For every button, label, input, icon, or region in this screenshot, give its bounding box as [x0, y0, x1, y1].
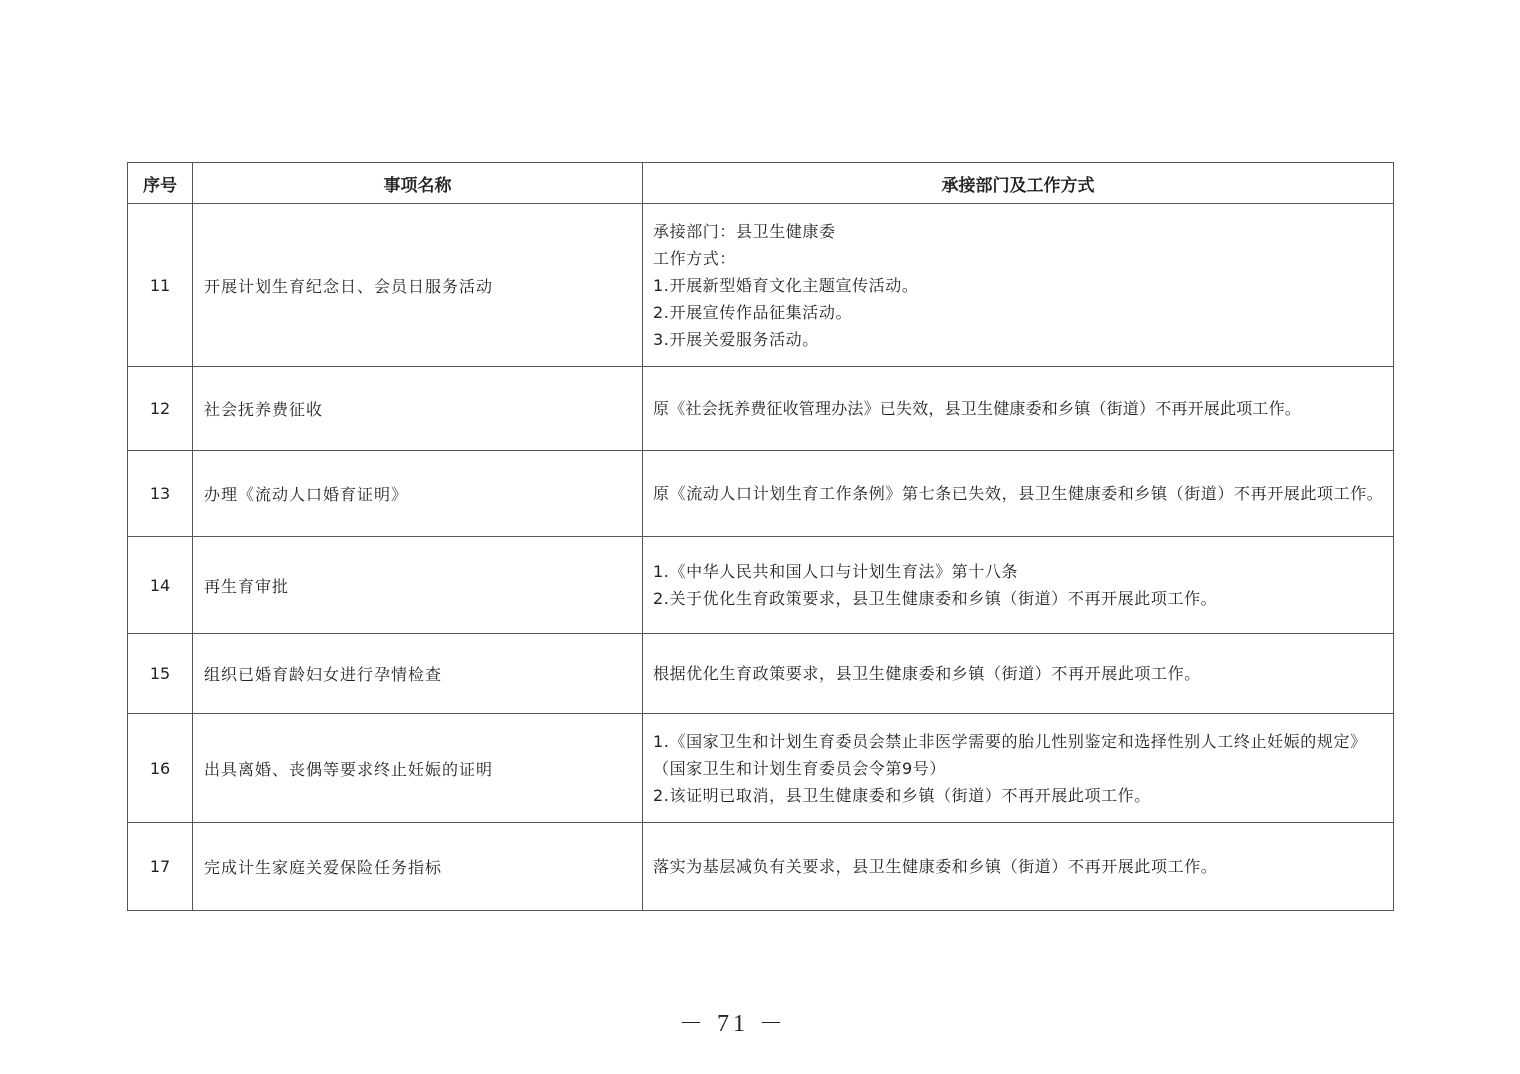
- item-name: 出具离婚、丧偶等要求终止妊娠的证明: [193, 714, 643, 823]
- matters-table: [127, 162, 1394, 911]
- method-line: 2.关于优化生育政策要求，县卫生健康委和乡镇（街道）不再开展此项工作。: [653, 589, 1218, 608]
- department-method-cell: [643, 451, 1394, 537]
- item-name: 办理《流动人口婚育证明》: [193, 451, 643, 537]
- method-line: 工作方式：: [653, 248, 737, 268]
- table-row: [128, 204, 1394, 367]
- method-line: 原《社会抚养费征收管理办法》已失效，县卫生健康委和乡镇（街道）不再开展此项工作。: [653, 399, 1302, 418]
- row-number: 16: [128, 714, 193, 823]
- row-number: 14: [128, 537, 193, 634]
- item-name: 组织已婚育龄妇女进行孕情检查: [193, 634, 643, 714]
- page-number: － 71 －: [679, 1011, 787, 1037]
- method-line: 落实为基层减负有关要求，县卫生健康委和乡镇（街道）不再开展此项工作。: [653, 857, 1218, 876]
- method-line: 1.《国家卫生和计划生育委员会禁止非医学需要的胎儿性别鉴定和选择性别人工终止妊娠的规定》（国家卫生和计划生育委员会令第9号）: [653, 731, 1367, 778]
- department-method-cell: [643, 537, 1394, 634]
- item-name: 再生育审批: [193, 537, 643, 634]
- method-line: 原《流动人口计划生育工作条例》第七条已失效，县卫生健康委和乡镇（街道）不再开展此项工作。: [653, 484, 1384, 503]
- department-method-cell: [643, 634, 1394, 714]
- row-number: 11: [128, 204, 193, 367]
- method-line: 1.《中华人民共和国人口与计划生育法》第十八条: [653, 562, 1019, 581]
- item-name: 社会抚养费征收: [193, 367, 643, 451]
- row-number: 15: [128, 634, 193, 714]
- table-row: [128, 823, 1394, 911]
- row-number: 12: [128, 367, 193, 451]
- department-method-cell: [643, 204, 1394, 367]
- department-method-cell: [643, 823, 1394, 911]
- table-row: [128, 714, 1394, 823]
- header-serial-number: 序号: [128, 163, 193, 204]
- item-name: 开展计划生育纪念日、会员日服务活动: [193, 204, 643, 367]
- method-line: 根据优化生育政策要求，县卫生健康委和乡镇（街道）不再开展此项工作。: [653, 664, 1201, 683]
- method-line: 3.开展关爱服务活动。: [653, 329, 819, 349]
- table-row: [128, 634, 1394, 714]
- table-row: [128, 451, 1394, 537]
- header-department-method: 承接部门及工作方式: [643, 163, 1394, 204]
- method-line: 2.开展宣传作品征集活动。: [653, 302, 853, 322]
- table-row: [128, 367, 1394, 451]
- row-number: 17: [128, 823, 193, 911]
- row-number: 13: [128, 451, 193, 537]
- method-line: 2.该证明已取消，县卫生健康委和乡镇（街道）不再开展此项工作。: [653, 785, 1151, 805]
- item-name: 完成计生家庭关爱保险任务指标: [193, 823, 643, 911]
- method-line: 1.开展新型婚育文化主题宣传活动。: [653, 275, 919, 295]
- department-method-cell: [643, 367, 1394, 451]
- header-item-name: 事项名称: [193, 163, 643, 204]
- method-line: 承接部门：县卫生健康委: [653, 221, 836, 241]
- department-method-cell: [643, 714, 1394, 823]
- table-header-row: [128, 163, 1394, 204]
- table-row: [128, 537, 1394, 634]
